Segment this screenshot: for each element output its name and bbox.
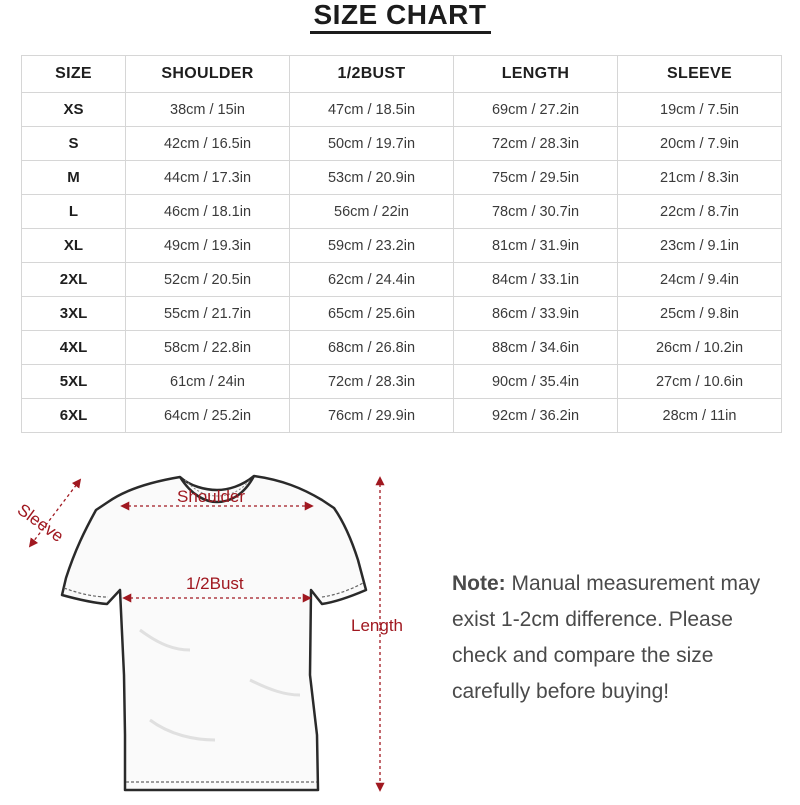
size-chart-title-wrap bbox=[0, 0, 800, 36]
table-row bbox=[22, 161, 782, 195]
header-shoulder: SHOULDER bbox=[126, 56, 290, 93]
size-cell: 5XL bbox=[22, 365, 126, 399]
measurement-cell: 69cm / 27.2in bbox=[454, 93, 618, 127]
measurement-cell: 61cm / 24in bbox=[126, 365, 290, 399]
measurement-cell: 23cm / 9.1in bbox=[618, 229, 782, 263]
table-header-row bbox=[22, 56, 782, 93]
measurement-cell: 25cm / 9.8in bbox=[618, 297, 782, 331]
measurement-cell: 22cm / 8.7in bbox=[618, 195, 782, 229]
size-cell: 4XL bbox=[22, 331, 126, 365]
measurement-cell: 81cm / 31.9in bbox=[454, 229, 618, 263]
size-cell: M bbox=[22, 161, 126, 195]
length-label: Length bbox=[351, 616, 403, 635]
measurement-cell: 24cm / 9.4in bbox=[618, 263, 782, 297]
header-sleeve: SLEEVE bbox=[618, 56, 782, 93]
size-cell: S bbox=[22, 127, 126, 161]
size-cell: 2XL bbox=[22, 263, 126, 297]
size-cell: XL bbox=[22, 229, 126, 263]
measurement-cell: 62cm / 24.4in bbox=[290, 263, 454, 297]
table-body bbox=[22, 93, 782, 433]
measurement-cell: 19cm / 7.5in bbox=[618, 93, 782, 127]
measurement-cell: 72cm / 28.3in bbox=[290, 365, 454, 399]
measurement-cell: 78cm / 30.7in bbox=[454, 195, 618, 229]
measurement-cell: 75cm / 29.5in bbox=[454, 161, 618, 195]
note-text: Manual measurement may exist 1-2cm difference. Please check and compare the size carefully before buying! bbox=[452, 572, 761, 703]
measurement-cell: 21cm / 8.3in bbox=[618, 161, 782, 195]
table-row bbox=[22, 365, 782, 399]
measurement-cell: 20cm / 7.9in bbox=[618, 127, 782, 161]
measurement-cell: 46cm / 18.1in bbox=[126, 195, 290, 229]
measurement-cell: 90cm / 35.4in bbox=[454, 365, 618, 399]
size-cell: L bbox=[22, 195, 126, 229]
measurement-cell: 28cm / 11in bbox=[618, 399, 782, 433]
size-cell: 6XL bbox=[22, 399, 126, 433]
table-row bbox=[22, 195, 782, 229]
measurement-cell: 42cm / 16.5in bbox=[126, 127, 290, 161]
size-cell: XS bbox=[22, 93, 126, 127]
sleeve-label: Sleeve bbox=[13, 500, 68, 546]
table-row bbox=[22, 331, 782, 365]
header-size: SIZE bbox=[22, 56, 126, 93]
measurement-cell: 76cm / 29.9in bbox=[290, 399, 454, 433]
measurement-cell: 38cm / 15in bbox=[126, 93, 290, 127]
size-chart-table bbox=[21, 55, 782, 433]
tshirt-diagram bbox=[0, 450, 440, 800]
measurement-cell: 58cm / 22.8in bbox=[126, 331, 290, 365]
measurement-cell: 27cm / 10.6in bbox=[618, 365, 782, 399]
measurement-cell: 59cm / 23.2in bbox=[290, 229, 454, 263]
measurement-note bbox=[452, 566, 782, 710]
measurement-cell: 64cm / 25.2in bbox=[126, 399, 290, 433]
measurement-cell: 72cm / 28.3in bbox=[454, 127, 618, 161]
table-row bbox=[22, 93, 782, 127]
measurement-cell: 56cm / 22in bbox=[290, 195, 454, 229]
measurement-cell: 52cm / 20.5in bbox=[126, 263, 290, 297]
measurement-cell: 26cm / 10.2in bbox=[618, 331, 782, 365]
header-length: LENGTH bbox=[454, 56, 618, 93]
bust-label: 1/2Bust bbox=[186, 574, 244, 593]
measurement-cell: 53cm / 20.9in bbox=[290, 161, 454, 195]
measurement-cell: 44cm / 17.3in bbox=[126, 161, 290, 195]
measurement-cell: 88cm / 34.6in bbox=[454, 331, 618, 365]
measurement-cell: 84cm / 33.1in bbox=[454, 263, 618, 297]
measurement-cell: 49cm / 19.3in bbox=[126, 229, 290, 263]
measurement-cell: 65cm / 25.6in bbox=[290, 297, 454, 331]
table-row bbox=[22, 127, 782, 161]
measurement-cell: 55cm / 21.7in bbox=[126, 297, 290, 331]
tshirt-outline bbox=[62, 476, 366, 790]
measurement-cell: 50cm / 19.7in bbox=[290, 127, 454, 161]
measurement-cell: 68cm / 26.8in bbox=[290, 331, 454, 365]
size-cell: 3XL bbox=[22, 297, 126, 331]
measurement-cell: 86cm / 33.9in bbox=[454, 297, 618, 331]
table-row bbox=[22, 399, 782, 433]
header-bust: 1/2BUST bbox=[290, 56, 454, 93]
note-label: Note: bbox=[452, 572, 506, 595]
table-row bbox=[22, 263, 782, 297]
table-row bbox=[22, 229, 782, 263]
measurement-cell: 92cm / 36.2in bbox=[454, 399, 618, 433]
shoulder-label: Shoulder bbox=[177, 487, 246, 506]
table-row bbox=[22, 297, 782, 331]
size-chart-title: SIZE CHART bbox=[310, 0, 491, 34]
measurement-cell: 47cm / 18.5in bbox=[290, 93, 454, 127]
